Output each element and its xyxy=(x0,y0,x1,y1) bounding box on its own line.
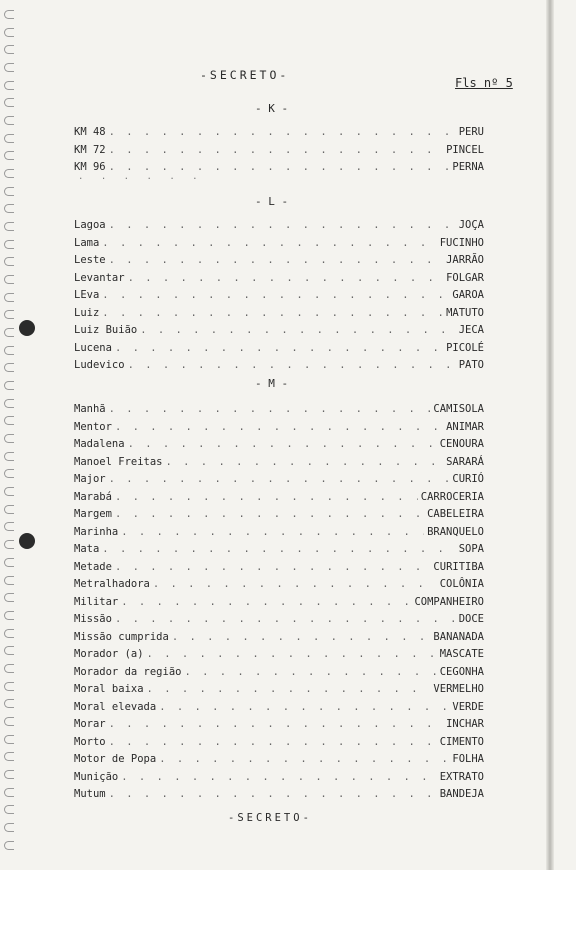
entry-codeword: PERNA xyxy=(452,161,484,173)
binder-hole xyxy=(4,257,14,266)
binder-hole xyxy=(4,752,14,761)
entry-term: Luiz xyxy=(74,306,100,319)
codeword-entry xyxy=(74,340,484,358)
section-heading-k: - K - xyxy=(255,102,289,115)
binder-hole xyxy=(4,664,14,673)
leader-dots xyxy=(102,541,455,559)
leader-dots xyxy=(109,124,456,142)
binder-hole xyxy=(4,770,14,779)
codeword-entry xyxy=(74,559,484,577)
entry-term: Madalena xyxy=(74,438,125,450)
leader-dots xyxy=(115,419,443,437)
entry-codeword: BRANQUELO xyxy=(427,525,484,538)
codeword-entry xyxy=(74,699,484,717)
leader-dots xyxy=(121,769,436,787)
leader-dots xyxy=(115,489,418,507)
leader-dots xyxy=(121,594,411,612)
binder-hole xyxy=(4,10,14,19)
binder-hole xyxy=(4,275,14,284)
entry-term: KM 48 xyxy=(74,126,106,138)
entry-term: Ludevico xyxy=(74,359,125,371)
entry-term: Mutum xyxy=(74,788,106,800)
binder-hole xyxy=(4,487,14,496)
leader-dots xyxy=(128,436,437,454)
entry-codeword: FOLHA xyxy=(452,753,484,765)
entry-codeword: JARRÃO xyxy=(446,254,484,266)
binder-hole xyxy=(4,363,14,372)
entry-term: Lucena xyxy=(74,341,112,354)
entry-term: Lama xyxy=(74,236,100,249)
codeword-entry xyxy=(74,305,484,323)
entry-codeword: GAROA xyxy=(452,289,484,301)
binder-hole xyxy=(4,310,14,319)
binder-hole xyxy=(4,169,14,178)
leader-dots xyxy=(128,270,443,288)
page-edge-shadow xyxy=(546,0,554,870)
binder-hole xyxy=(4,416,14,425)
binder-hole xyxy=(4,735,14,744)
binder-hole xyxy=(4,823,14,832)
entry-codeword: MASCATE xyxy=(439,648,484,660)
entry-codeword: BANANADA xyxy=(433,630,484,643)
entry-codeword: CURIÓ xyxy=(452,473,484,485)
binder-hole xyxy=(4,593,14,602)
codeword-entry xyxy=(74,471,484,489)
classification-header: -SECRETO- xyxy=(200,68,290,82)
entry-term: Morto xyxy=(74,735,106,748)
entry-codeword: VERMELHO xyxy=(433,683,484,695)
codeword-entry xyxy=(74,419,484,437)
binder-hole xyxy=(4,434,14,443)
codeword-entry xyxy=(74,751,484,769)
codeword-entry xyxy=(74,734,484,752)
punch-hole xyxy=(19,320,35,336)
entry-codeword: PATO xyxy=(458,359,484,371)
entry-term: Manhã xyxy=(74,403,106,415)
binder-hole xyxy=(4,240,14,249)
leader-dots xyxy=(109,786,437,804)
leader-dots xyxy=(159,699,449,717)
entry-codeword: JOÇA xyxy=(458,219,484,231)
binder-hole xyxy=(4,805,14,814)
binder-hole xyxy=(4,717,14,726)
leader-dots xyxy=(166,454,444,472)
entry-codeword: SOPA xyxy=(458,543,484,555)
leader-dots xyxy=(153,576,437,594)
leader-dots xyxy=(109,401,431,419)
entry-codeword: INCHAR xyxy=(446,718,484,730)
entry-term: Levantar xyxy=(74,271,125,284)
entry-term: Margem xyxy=(74,508,112,520)
entry-codeword: FOLGAR xyxy=(446,271,484,284)
entry-term: Metralhadora xyxy=(74,578,150,590)
leader-dots xyxy=(115,611,456,629)
codeword-entry xyxy=(74,287,484,305)
leader-dots xyxy=(109,142,443,160)
codeword-entry xyxy=(74,594,484,612)
codeword-entry xyxy=(74,489,484,507)
leader-dots xyxy=(147,681,431,699)
entry-term: Morar xyxy=(74,718,106,730)
binder-hole xyxy=(4,81,14,90)
entry-term: Militar xyxy=(74,595,119,608)
binder-hole xyxy=(4,682,14,691)
entry-term: Munição xyxy=(74,770,119,783)
entry-term: Manoel Freitas xyxy=(74,455,163,468)
entry-codeword: MATUTO xyxy=(446,306,484,319)
binder-hole xyxy=(4,63,14,72)
entry-codeword: PICOLÉ xyxy=(446,341,484,354)
entry-codeword: VERDE xyxy=(452,700,484,713)
entry-term: KM 96 xyxy=(74,161,106,173)
binder-hole xyxy=(4,204,14,213)
codeword-entry xyxy=(74,436,484,454)
binder-hole xyxy=(4,28,14,37)
entry-term: Metade xyxy=(74,560,112,573)
binder-hole xyxy=(4,452,14,461)
binder-hole xyxy=(4,540,14,549)
leader-dots xyxy=(115,340,443,358)
codeword-entry xyxy=(74,454,484,472)
leader-dots xyxy=(147,646,437,664)
codeword-entry xyxy=(74,541,484,559)
binder-hole xyxy=(4,646,14,655)
codeword-entry xyxy=(74,681,484,699)
binder-hole xyxy=(4,293,14,302)
entry-term: Missão xyxy=(74,613,112,625)
entry-codeword: ANIMAR xyxy=(446,420,484,433)
binder-hole xyxy=(4,522,14,531)
codeword-entry xyxy=(74,357,484,375)
entry-term: Luiz Buião xyxy=(74,324,138,336)
entry-term: Major xyxy=(74,473,106,485)
punch-hole xyxy=(19,533,35,549)
entry-term: Moral baixa xyxy=(74,683,144,695)
leader-dots xyxy=(102,287,449,305)
entry-term: Marabá xyxy=(74,490,112,503)
entry-term: Motor de Popa xyxy=(74,753,157,765)
codeword-entry xyxy=(74,217,484,235)
entry-codeword: CABELEIRA xyxy=(427,508,484,520)
binder-hole xyxy=(4,558,14,567)
binder-hole xyxy=(4,629,14,638)
leader-dots xyxy=(109,734,437,752)
codeword-entry xyxy=(74,401,484,419)
entry-term: KM 72 xyxy=(74,143,106,156)
page-reference: Fls nº 5 xyxy=(455,76,513,90)
binder-hole xyxy=(4,187,14,196)
codeword-entry xyxy=(74,235,484,253)
codeword-entry xyxy=(74,142,484,160)
codeword-list-m xyxy=(74,401,484,804)
binder-hole xyxy=(4,788,14,797)
binder-hole xyxy=(4,576,14,585)
binder-holes xyxy=(4,10,16,850)
leader-dots xyxy=(115,559,430,577)
codeword-list-l xyxy=(74,217,484,375)
leader-dots xyxy=(102,305,443,323)
binder-hole xyxy=(4,346,14,355)
entry-codeword: CURITIBA xyxy=(433,560,484,573)
entry-codeword: CEGONHA xyxy=(439,665,484,678)
codeword-entry xyxy=(74,629,484,647)
entry-term: Moral elevada xyxy=(74,700,157,713)
entry-codeword: DOCE xyxy=(458,613,484,625)
section-heading-m: - M - xyxy=(255,377,289,390)
codeword-entry xyxy=(74,270,484,288)
entry-codeword: COMPANHEIRO xyxy=(414,595,484,608)
leader-dots xyxy=(140,322,455,340)
leader-dots xyxy=(102,235,436,253)
codeword-entry xyxy=(74,322,484,340)
entry-codeword: CENOURA xyxy=(439,438,484,450)
binder-hole xyxy=(4,222,14,231)
leader-dots xyxy=(121,524,424,542)
leader-dots xyxy=(184,664,436,682)
trailing-dots: . . . . . . xyxy=(78,172,204,182)
entry-term: Mata xyxy=(74,543,100,555)
codeword-entry xyxy=(74,716,484,734)
leader-dots xyxy=(159,751,449,769)
binder-hole xyxy=(4,469,14,478)
codeword-entry xyxy=(74,786,484,804)
entry-term: Lagoa xyxy=(74,219,106,231)
codeword-entry xyxy=(74,576,484,594)
codeword-entry xyxy=(74,124,484,142)
entry-codeword: EXTRATO xyxy=(439,770,484,783)
codeword-list-k xyxy=(74,124,484,177)
entry-codeword: JECA xyxy=(458,324,484,336)
leader-dots xyxy=(109,217,456,235)
entry-term: Missão cumprida xyxy=(74,630,169,643)
binder-hole xyxy=(4,505,14,514)
binder-hole xyxy=(4,399,14,408)
leader-dots xyxy=(109,716,443,734)
binder-hole xyxy=(4,328,14,337)
binder-hole xyxy=(4,381,14,390)
entry-codeword: CARROCERIA xyxy=(420,490,484,503)
binder-hole xyxy=(4,611,14,620)
codeword-entry xyxy=(74,611,484,629)
codeword-entry xyxy=(74,524,484,542)
binder-hole xyxy=(4,151,14,160)
binder-hole xyxy=(4,699,14,708)
entry-codeword: PERU xyxy=(458,126,484,138)
entry-term: Mentor xyxy=(74,420,112,433)
leader-dots xyxy=(109,471,450,489)
binder-hole xyxy=(4,116,14,125)
section-heading-l: - L - xyxy=(255,195,289,208)
classification-footer: -SECRETO- xyxy=(228,812,312,824)
entry-term: Marinha xyxy=(74,525,119,538)
codeword-entry xyxy=(74,664,484,682)
entry-codeword: PINCEL xyxy=(446,143,484,156)
entry-codeword: CAMISOLA xyxy=(433,403,484,415)
binder-hole xyxy=(4,45,14,54)
entry-codeword: FUCINHO xyxy=(439,236,484,249)
leader-dots xyxy=(172,629,431,647)
codeword-entry xyxy=(74,646,484,664)
entry-codeword: CIMENTO xyxy=(439,735,484,748)
leader-dots xyxy=(128,357,456,375)
entry-codeword: SARARÁ xyxy=(446,455,484,468)
codeword-entry xyxy=(74,252,484,270)
entry-term: Morador da região xyxy=(74,665,182,678)
entry-codeword: BANDEJA xyxy=(439,788,484,800)
entry-term: Leste xyxy=(74,254,106,266)
entry-codeword: COLÔNIA xyxy=(439,578,484,590)
entry-term: LEva xyxy=(74,289,100,301)
binder-hole xyxy=(4,841,14,850)
leader-dots xyxy=(109,252,443,270)
entry-term: Morador (a) xyxy=(74,648,144,660)
binder-hole xyxy=(4,98,14,107)
codeword-entry xyxy=(74,769,484,787)
leader-dots xyxy=(115,506,424,524)
codeword-entry xyxy=(74,506,484,524)
binder-hole xyxy=(4,134,14,143)
